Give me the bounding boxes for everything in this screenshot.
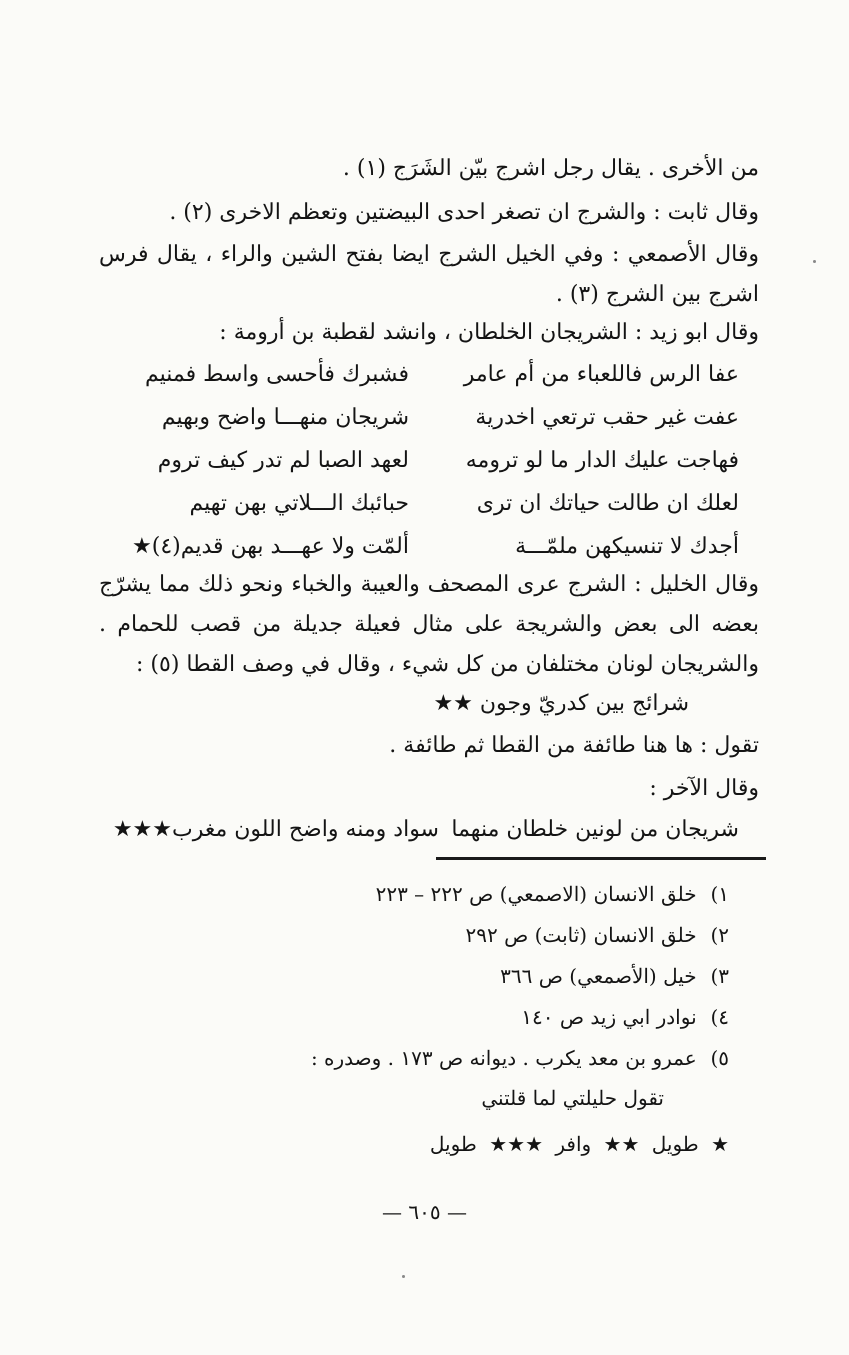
verse-hemistich-second: شريجان منهـــا واضح وبهيم [161,405,409,430]
footnote-continuation: تقول حليلتي لما قلتني [481,1086,664,1110]
page-number: — ٦٠٥ — [382,1200,467,1224]
body-paragraph-1: من الأخرى . يقال رجل اشرج بيّن الشَرَج (١) . [342,156,759,181]
verse-line [99,527,739,567]
footnote-text: خلق الانسان (ثابت) ص ٢٩٢ [465,923,697,947]
verse-hemistich-second: لعهد الصبا لم تدر كيف تروم [157,448,409,473]
footnote-divider [436,857,766,860]
footnote-item [521,999,729,1035]
footnote-number: ٣) [710,964,729,988]
body-paragraph-3: وقال الأصمعي : وفي الخيل الشرج ايضا بفتح الشين والراء ، يقال فرس اشرج بين الشرج (٣) . [99,242,759,307]
verse-hemistich-first: شريجان من لونين خلطان منهما [451,817,739,842]
footnote-item [376,876,729,912]
footnote-item [500,958,729,994]
verse-line [99,441,739,481]
footnote-text: خيل (الأصمعي) ص ٣٦٦ [500,964,697,988]
verse-quote: شرائج بين كدريّ وجون ★★ [433,691,689,716]
footnote-item [466,917,730,953]
verse-line [99,398,739,438]
footnote-number: ٤) [710,1005,729,1029]
footnote-number: ٢) [710,923,729,947]
verse-line [99,810,739,850]
verse-hemistich-first: عفت غير حقب ترتعي اخدرية [475,405,739,430]
verse-hemistich-first: فهاجت عليك الدار ما لو ترومه [465,448,739,473]
body-paragraph-2: وقال ثابت : والشرج ان تصغر احدى البيضتين وتعظم الاخرى (٢) . [169,200,759,225]
verse-hemistich-first: لعلك ان طالت حياتك ان ترى [476,491,739,516]
paper-speck [813,260,816,263]
paper-speck [402,1275,405,1278]
footnote-item [311,1040,729,1076]
verse-hemistich-second: ألمّت ولا عهـــد بهن قديم(٤)★ [132,534,409,559]
body-paragraph-5: وقال الخليل : الشرج عرى المصحف والعيبة والخباء ونحو ذلك مما يشرّج بعضه الى بعض والشريجة على مثال فعيلة جديلة من قصب للحمام . والشريجان لونان مختلفان من كل شيء ، وقال في وصف القطا (٥) : [99,572,759,677]
footnote-text: نوادر ابي زيد ص ١٤٠ [521,1005,697,1029]
body-paragraph-4: وقال ابو زيد : الشريجان الخلطان ، وانشد لقطبة بن أرومة : [219,320,759,345]
footnote-number: ٥) [710,1046,729,1070]
meter-legend: ★ طويل ★★ وافر ★★★ طويل [429,1132,729,1156]
verse-hemistich-second: سواد ومنه واضح اللون مغرب★★★ [112,817,439,842]
verse-hemistich-first: عفا الرس فاللعباء من أم عامر [463,362,739,387]
body-paragraph-6: تقول : ها هنا طائفة من القطا ثم طائفة . [389,733,759,758]
body-paragraph-7: وقال الآخر : [649,776,759,801]
verse-hemistich-first: أجدك لا تنسيكهن ملمّـــة [515,534,739,559]
verse-hemistich-second: فشبرك فأحسى واسط فمنيم [144,362,409,387]
footnote-number: ١) [710,882,729,906]
footnote-text: عمرو بن معد يكرب . ديوانه ص ١٧٣ . وصدره : [310,1046,697,1070]
verse-line [99,355,739,395]
verse-line [99,484,739,524]
footnote-text: خلق الانسان (الاصمعي) ص ٢٢٢ – ٢٢٣ [375,882,697,906]
verse-hemistich-second: حبائبك الـــلاتي بهن تهيم [189,491,409,516]
